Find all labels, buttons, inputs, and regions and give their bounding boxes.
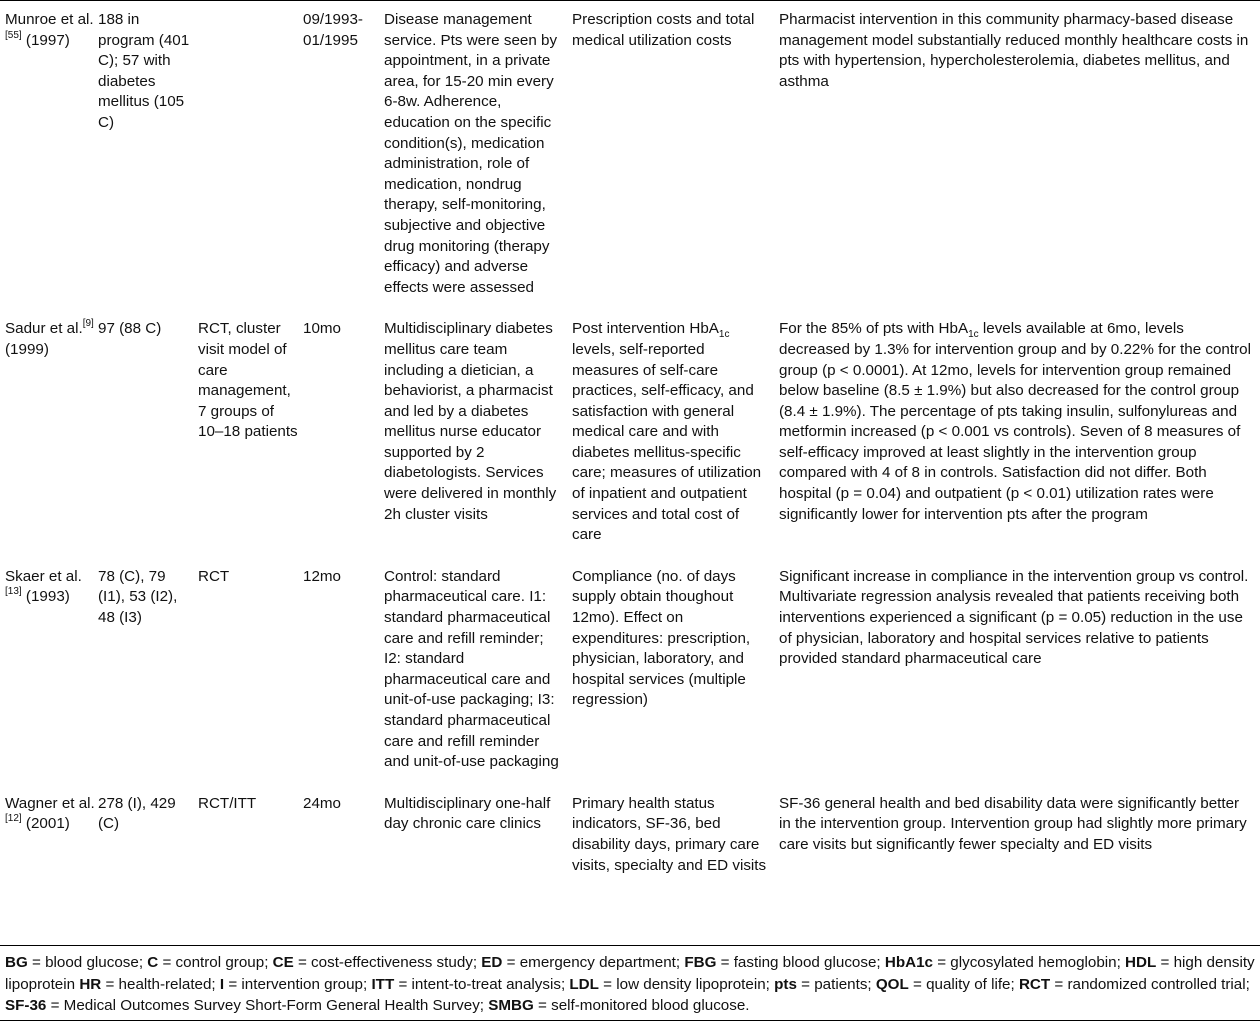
abbreviation-definition: = health-related; bbox=[101, 975, 220, 993]
results-text: Pharmacist intervention in this community pharmacy-based disease management model substantially reduced monthly healthcare costs in pts with hypertension, hypercholesterolemia, diabetes mellitus, and asthma bbox=[779, 11, 1249, 90]
abbreviation-definition: = control group; bbox=[158, 954, 273, 971]
design-cell: RCT, cluster visit model of care management, 7 groups of 10–18 patients bbox=[198, 320, 298, 441]
abbreviation-definition: = cost-effectiveness study; bbox=[293, 954, 482, 971]
results-cell bbox=[777, 319, 1260, 567]
table-body bbox=[0, 10, 1260, 897]
table-row bbox=[0, 319, 1260, 567]
abbreviation: SF-36 bbox=[5, 997, 47, 1014]
study-cell bbox=[0, 319, 95, 567]
reference-number: [12] bbox=[5, 813, 22, 825]
results-text: Significant increase in compliance in the intervention group vs control. Multivariate regression analysis revealed that patients receiving both interventions experienced a significant (p = 0.05) reduction in the use of physician, laboratory and hospital services relative to patients provided standard pharmaceutical care bbox=[779, 567, 1249, 668]
results-subscript: 1c bbox=[968, 329, 979, 341]
abbreviation: HbA1c bbox=[884, 954, 933, 971]
outcomes-text: Prescription costs and total medical utilization costs bbox=[572, 11, 755, 49]
abbreviation-definition: = low density lipoprotein; bbox=[598, 975, 775, 993]
abbreviation-definition: = Medical Outcomes Survey Short-Form General Health Survey; bbox=[46, 997, 489, 1014]
outcomes-text-cont: levels, self-reported measures of self-care practices, self-efficacy, and satisfaction with general medical care and with diabetes mellitus-specific care; measures of utilization of inpatient and outpatient services and total cost of care bbox=[572, 340, 762, 544]
intervention-cell: Multidisciplinary one-half day chronic care clinics bbox=[384, 794, 551, 833]
abbreviation: BG bbox=[5, 954, 28, 971]
intervention-cell: Multidisciplinary diabetes mellitus care team including a dietician, a behaviorist, a pharmacist and led by a diabetes mellitus nurse educator supported by 2 diabetologists. Services were delivered in monthly 2h cluster visits bbox=[384, 320, 557, 523]
results-cell bbox=[777, 10, 1260, 319]
reference-number: [9] bbox=[82, 318, 94, 330]
abbreviation-definition: = randomized controlled trial; bbox=[1050, 975, 1250, 993]
study-year: (1999) bbox=[5, 340, 49, 358]
outcomes-text: Compliance (no. of days supply obtain thoughout 12mo). Effect on expenditures: prescription, physician, laboratory, and hospital services (multiple regression) bbox=[572, 567, 751, 709]
outcomes-cell bbox=[570, 10, 777, 319]
study-name: Sadur et al. bbox=[5, 320, 83, 338]
outcomes-cell bbox=[570, 567, 777, 794]
abbreviation: HDL bbox=[1125, 954, 1157, 971]
table-row bbox=[0, 567, 1260, 794]
study-name: Skaer et al. bbox=[5, 567, 82, 585]
abbreviation-definition: = blood glucose; bbox=[27, 954, 148, 971]
reference-number: [55] bbox=[5, 29, 22, 41]
study-name: Wagner et al. bbox=[5, 794, 95, 812]
reference-number: [13] bbox=[5, 586, 22, 598]
study-table bbox=[0, 10, 1260, 897]
abbreviation: I bbox=[219, 975, 225, 993]
outcomes-text: Primary health status indicators, SF-36, bed disability days, primary care visits, specialty and ED visits bbox=[572, 794, 767, 874]
results-cell bbox=[777, 794, 1260, 897]
sample-size-cell: 188 in program (401 C); 57 with diabetes mellitus (105 C) bbox=[98, 11, 190, 131]
abbreviation-definition: = glycosylated hemoglobin; bbox=[932, 954, 1126, 971]
abbreviation-definition: = patients; bbox=[796, 975, 876, 993]
study-cell bbox=[0, 794, 95, 897]
abbreviation-definition: = self-monitored blood glucose. bbox=[533, 997, 750, 1014]
study-year: (2001) bbox=[25, 815, 70, 833]
study-cell bbox=[0, 10, 95, 319]
abbreviation: CE bbox=[272, 954, 294, 971]
footnote-rule-bottom bbox=[0, 1020, 1260, 1021]
intervention-cell: Disease management service. Pts were seen by appointment, in a private area, for 15-20 min every 6-8w. Adherence, education on the specific condition(s), medication administration, role of medication, nondrug therapy, self-monitoring, subjective and objective drug monitoring (therapy efficacy) and adverse effects were assessed bbox=[384, 11, 558, 296]
results-text: For the 85% of pts with HbA bbox=[779, 320, 969, 338]
sample-size-cell: 278 (I), 429 (C) bbox=[98, 794, 176, 833]
study-name: Munroe et al. bbox=[5, 11, 94, 28]
abbreviation-definition: = intent-to-treat analysis; bbox=[394, 975, 570, 993]
outcomes-text: Post intervention HbA bbox=[572, 320, 719, 338]
abbreviation: LDL bbox=[569, 975, 599, 993]
outcomes-subscript: 1c bbox=[718, 329, 730, 341]
design-cell: RCT/ITT bbox=[198, 794, 257, 812]
abbreviation: C bbox=[147, 954, 159, 971]
abbreviation: HR bbox=[79, 975, 102, 993]
abbreviation: ED bbox=[481, 954, 503, 971]
abbreviation-definition: = fasting blood glucose; bbox=[716, 954, 885, 971]
intervention-cell: Control: standard pharmaceutical care. I1: standard pharmaceutical care and refill reminder; I2: standard pharmaceutical care and unit-of-use packaging; I3: standard pharmaceutical care and refill reminder and unit-of-use packaging bbox=[384, 567, 559, 771]
abbreviation: RCT bbox=[1018, 975, 1051, 993]
sample-size-cell: 97 (88 C) bbox=[98, 320, 162, 338]
abbreviation: QOL bbox=[875, 975, 909, 993]
results-text-cont: levels available at 6mo, levels decreased by 1.3% for intervention group and by 0.22% for the control group (p < 0.0001). At 12mo, levels for intervention group remained below baseline (8.5 ± 1.9%) but also decreased for the control group (8.4 ± 1.9%). The percentage of pts taking insulin, sulfonylureas and metformin increased (p < 0.001 vs controls). Seven of 8 measures of self-efficacy improved at least slightly in the intervention group compared with 4 of 8 in controls. Satisfaction did not differ. Both hospital (p = 0.04) and outpatient (p < 0.01) utilization rates were significantly lower for intervention pts after the program bbox=[779, 320, 1251, 523]
top-rule bbox=[0, 0, 1260, 1]
abbreviation-definition: = intervention group; bbox=[224, 975, 372, 993]
abbreviation-definition: = quality of life; bbox=[908, 975, 1019, 993]
abbreviation: FBG bbox=[684, 954, 717, 971]
abbreviation: ITT bbox=[371, 975, 395, 993]
outcomes-cell bbox=[570, 794, 777, 897]
duration-cell: 12mo bbox=[303, 567, 341, 585]
table-row bbox=[0, 794, 1260, 897]
footnote-rule-top bbox=[0, 945, 1260, 946]
abbreviation-definition: = high density lipoprotein bbox=[5, 954, 1255, 993]
abbreviation: pts bbox=[774, 975, 797, 993]
sample-size-cell: 78 (C), 79 (I1), 53 (I2), 48 (I3) bbox=[98, 567, 178, 627]
design-cell bbox=[195, 10, 300, 319]
duration-cell: 24mo bbox=[303, 794, 341, 812]
duration-cell: 09/1993-01/1995 bbox=[303, 11, 363, 49]
study-cell bbox=[0, 567, 95, 794]
design-cell: RCT bbox=[198, 567, 230, 585]
results-text: SF-36 general health and bed disability data were significantly better in the intervention group. Intervention group had slightly more primary care visits but significantly fewer specialty and ED visits bbox=[779, 794, 1247, 853]
outcomes-cell bbox=[570, 319, 777, 567]
study-year: (1997) bbox=[25, 31, 70, 49]
abbreviation-definition: = emergency department; bbox=[502, 954, 685, 971]
abbreviation: SMBG bbox=[488, 997, 534, 1014]
study-year: (1993) bbox=[25, 588, 70, 606]
table-row bbox=[0, 10, 1260, 319]
abbreviations-footnote bbox=[5, 952, 1255, 1017]
duration-cell: 10mo bbox=[303, 320, 341, 338]
results-cell bbox=[777, 567, 1260, 794]
